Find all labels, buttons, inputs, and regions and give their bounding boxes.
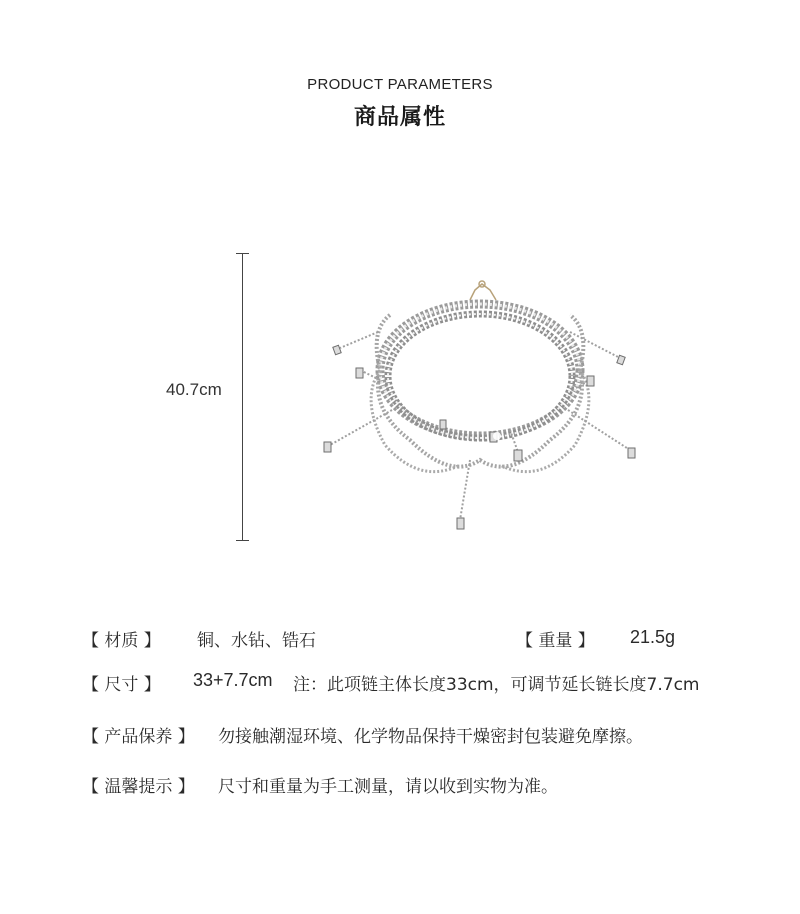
care-label: 【 产品保养 】	[82, 727, 195, 747]
heading-english: PRODUCT PARAMETERS	[307, 76, 493, 93]
dimension-height-label: 40.7cm	[166, 380, 222, 399]
heading-chinese: 商品属性	[353, 105, 446, 130]
size-value: 33+7.7cm	[193, 670, 273, 690]
dimension-bottom-cap	[236, 540, 249, 541]
material-label: 【 材质 】	[82, 631, 161, 651]
weight-value: 21.5g	[630, 627, 676, 647]
care-value: 勿接触潮湿环境、化学物品保持干燥密封包装避免摩擦。	[218, 727, 643, 747]
weight-label: 【 重量 】	[516, 631, 595, 651]
necklace-product-image	[300, 270, 660, 540]
tips-label: 【 温馨提示 】	[82, 777, 195, 797]
tips-value: 尺寸和重量为手工测量，请以收到实物为准。	[218, 777, 558, 797]
material-value: 铜、水钻、锆石	[197, 631, 316, 651]
clasp-chain	[470, 281, 496, 300]
size-note: 注：此项链主体长度33cm，可调节延长链长度7.7cm	[293, 675, 700, 695]
size-label: 【 尺寸 】	[82, 675, 161, 695]
dimension-line	[242, 253, 243, 541]
